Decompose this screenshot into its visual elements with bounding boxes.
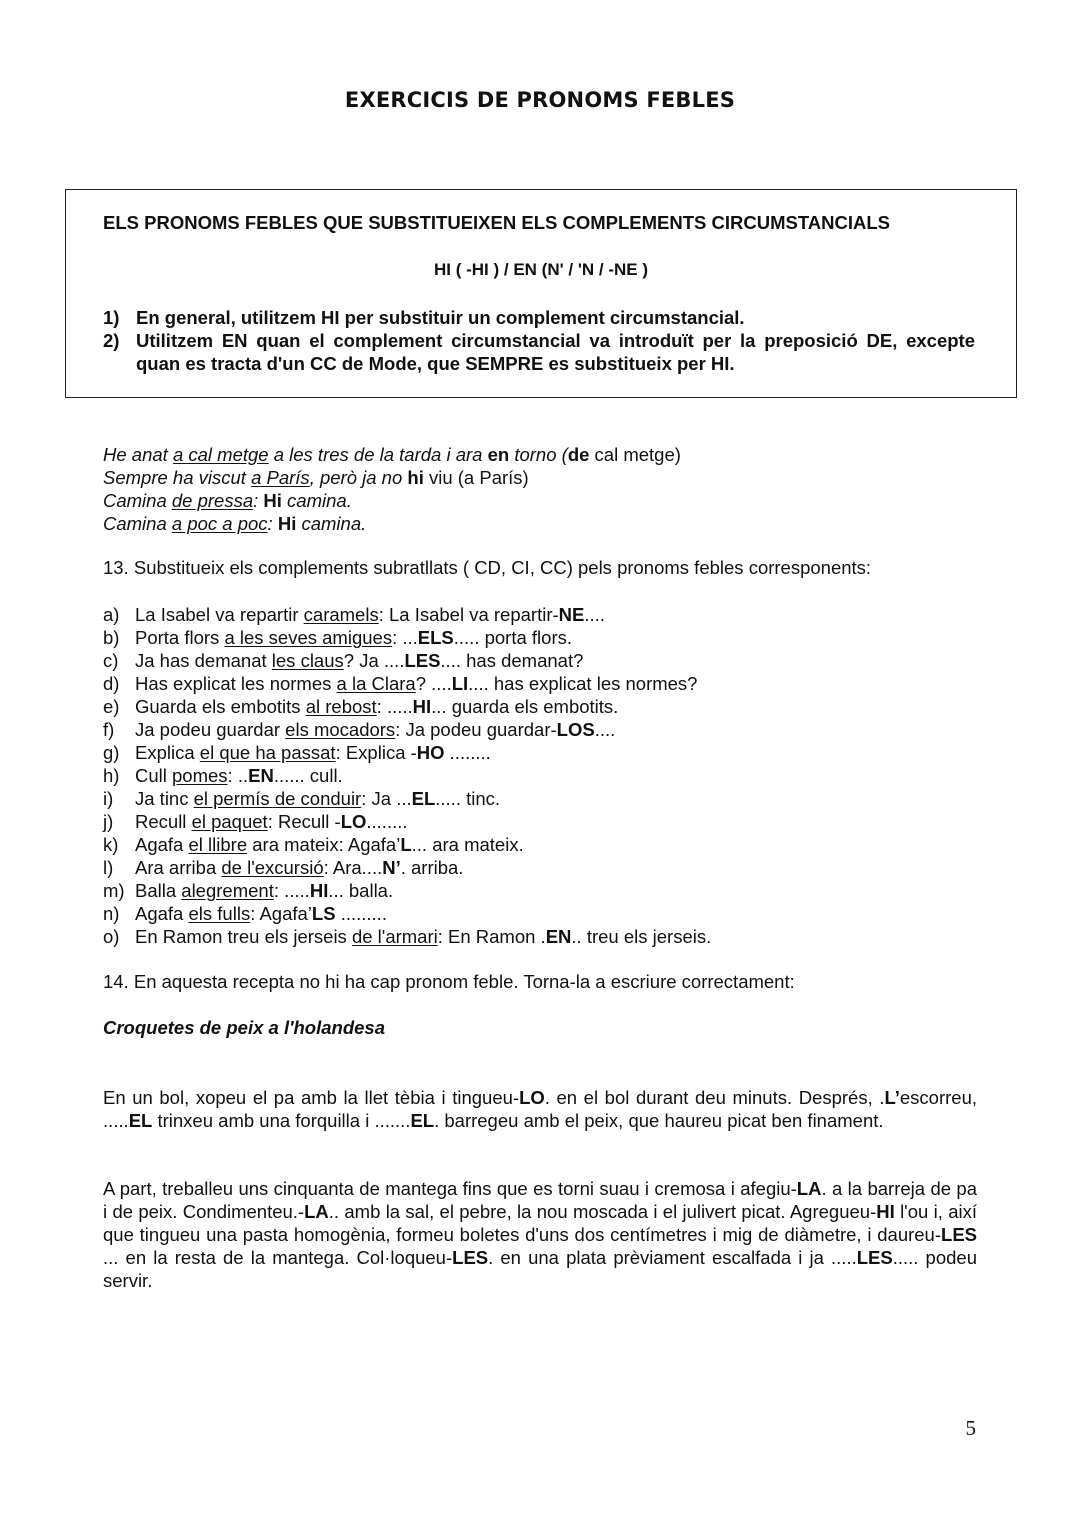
recipe-paragraph-2: A part, treballeu uns cinquanta de mantega fins que es torni suau i cremosa i afegiu-LA. a la barreja de pa i de peix. Condimenteu.-LA.. amb la sal, el pebre, la nou moscada i el julivert picat. Agregueu-HI l'ou i, així que tingueu una pasta homogènia, formeu boletes d'uns dos centímetres i mig de diàmetre, i daureu-LES ... en la resta de la mantega. Col·loqueu-LES. en una plata prèviament escalfada i ja .....LES..... podeu servir. xyxy=(103,1178,977,1291)
rules-box xyxy=(65,189,1017,398)
rule-number: 2) xyxy=(103,330,120,351)
recipe-paragraph-1: En un bol, xopeu el pa amb la llet tèbia i tingueu-LO. en el bol durant deu minuts. Després, .L’escorreu, .....EL trinxeu amb una forquilla i .......EL. barregeu amb el peix, que haureu picat ben finament. xyxy=(103,1087,978,1131)
recipe-title: Croquetes de peix a l'holandesa xyxy=(103,1017,385,1038)
page-number: 5 xyxy=(965,1416,976,1440)
box-heading: ELS PRONOMS FEBLES QUE SUBSTITUEIXEN ELS COMPLEMENTS CIRCUMSTANCIALS xyxy=(103,212,890,233)
examples xyxy=(103,443,681,535)
example-line: Camina de pressa: Hi camina. xyxy=(103,490,352,511)
box-subheading: HI ( -HI ) / EN (N' / 'N / -NE ) xyxy=(434,260,648,279)
example-line: Sempre ha viscut a París, però ja no hi viu (a París) xyxy=(103,467,529,488)
question-14: 14. En aquesta recepta no hi ha cap pronom feble. Torna-la a escriure correctament: xyxy=(103,971,795,992)
rule-text: Utilitzem EN quan el complement circumstancial va introduït per la preposició DE, excepte quan es tracta d'un CC de Mode, que SEMPRE es substitueix per HI. xyxy=(136,330,975,374)
example-line: He anat a cal metge a les tres de la tarda i ara en torno (de cal metge) xyxy=(103,444,681,465)
question-13: 13. Substitueix els complements subratllats ( CD, CI, CC) pels pronoms febles corresponents: xyxy=(103,557,872,578)
rule-2 xyxy=(103,329,975,375)
rule-text: En general, utilitzem HI per substituir un complement circumstancial. xyxy=(136,307,745,328)
page-title: EXERCICIS DE PRONOMS FEBLES xyxy=(344,88,736,112)
rule-1 xyxy=(103,306,975,329)
rule-number: 1) xyxy=(103,307,120,328)
example-line: Camina a poc a poc: Hi camina. xyxy=(103,513,367,534)
